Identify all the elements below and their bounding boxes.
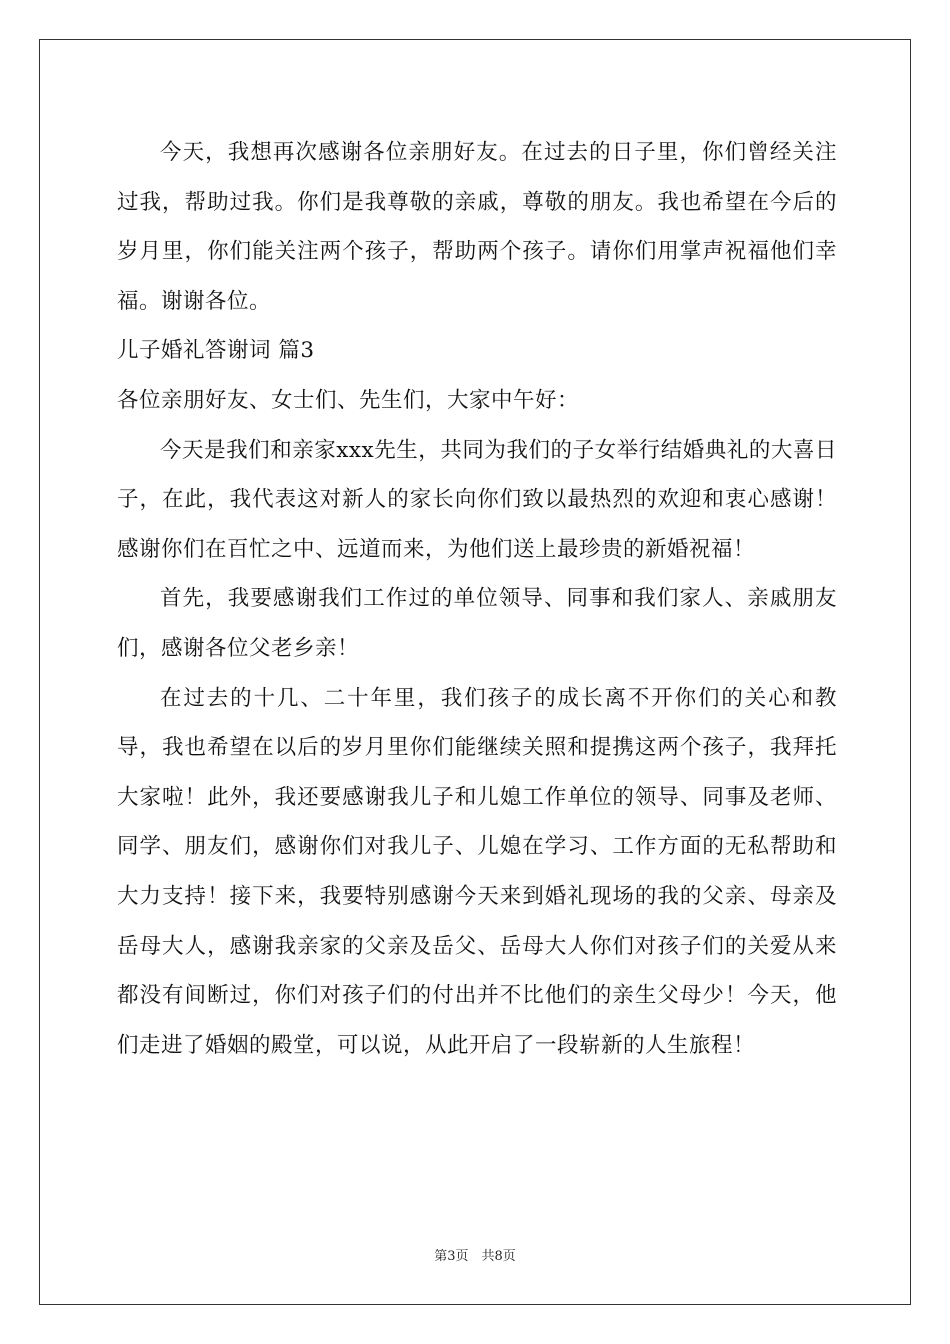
paragraph-thanks-family: 在过去的十几、二十年里，我们孩子的成长离不开你们的关心和教导，我也希望在以后的岁月里你们能继续关照和提携这两个孩子，我拜托大家啦！此外，我还要感谢我儿子和儿媳工作单位的领导、同事及老师、同学、朋友们，感谢你们对我儿子、儿媳在学习、工作方面的无私帮助和大力支持！接下来，我要特别感谢今天来到婚礼现场的我的父亲、母亲及岳母大人，感谢我亲家的父亲及岳父、岳母大人你们对孩子们的关爱从来都没有间断过，你们对孩子们的付出并不比他们的亲生父母少！今天，他们走进了婚姻的殿堂，可以说，从此开启了一段崭新的人生旅程！	[117, 685, 837, 1058]
paragraph-closing-thanks: 今天，我想再次感谢各位亲朋好友。在过去的日子里，你们曾经关注过我，帮助过我。你们是我尊敬的亲戚，尊敬的朋友。我也希望在今后的岁月里，你们能关注两个孩子，帮助两个孩子。请你们用掌声祝福他们幸福。谢谢各位。	[117, 140, 837, 314]
section-heading: 儿子婚礼答谢词 篇3	[117, 338, 315, 364]
salutation: 各位亲朋好友、女士们、先生们，大家中午好：	[117, 387, 580, 413]
paragraph-thanks-colleagues: 首先，我要感谢我们工作过的单位领导、同事和我们家人、亲戚朋友们，感谢各位父老乡亲！	[117, 586, 837, 661]
document-body	[117, 128, 837, 1070]
page-number: 第3页 共8页	[434, 1249, 516, 1264]
paragraph-welcome: 今天是我们和亲家xxx先生，共同为我们的子女举行结婚典礼的大喜日子，在此，我代表这对新人的家长向你们致以最热烈的欢迎和衷心感谢！感谢你们在百忙之中、远道而来，为他们送上最珍贵的新婚祝福！	[117, 437, 837, 562]
